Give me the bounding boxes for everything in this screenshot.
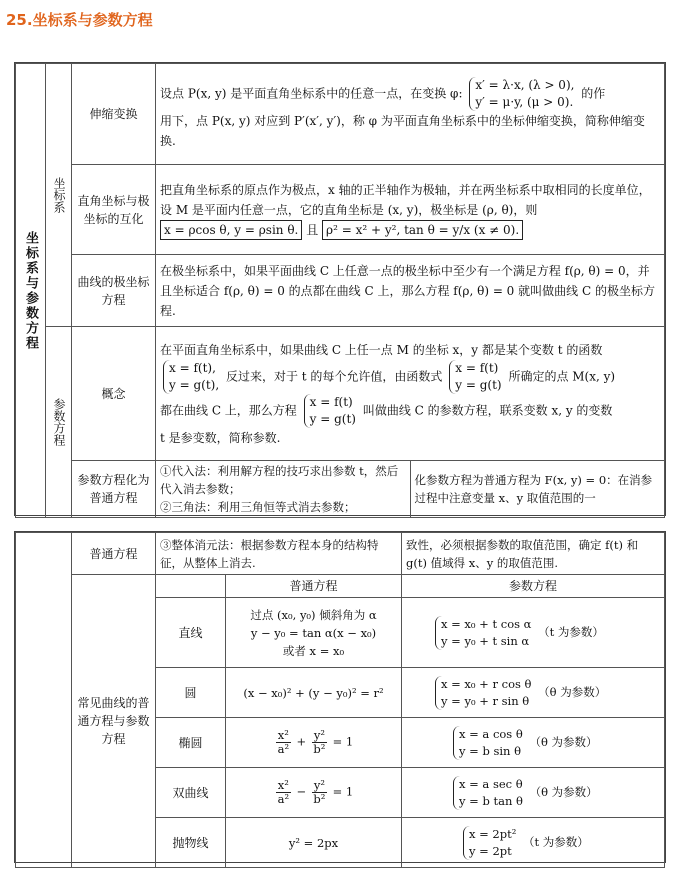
ellipse-op: + [296, 734, 307, 749]
ellipse-frac-x [276, 729, 291, 756]
ellipse-rhs: = 1 [332, 734, 354, 749]
concept-sys2-y: y = g(t) [455, 377, 502, 392]
parabola-param [402, 818, 665, 868]
hyperbola-name: 双曲线 [156, 768, 226, 818]
concept-name: 概念 [72, 327, 156, 461]
col-normal-header: 普通方程 [226, 575, 402, 598]
ellipse-param-y: y = b sin θ [459, 743, 522, 758]
parabola-param-y: y = 2pt [469, 843, 512, 858]
common-header-blank [156, 575, 226, 598]
line-name: 直线 [156, 598, 226, 668]
conversion-content-top [156, 461, 665, 518]
polar-rect-name: 直角坐标与极坐标的互化 [72, 165, 156, 255]
ellipse-frac-y [312, 729, 327, 756]
parabola-param-note: （t 为参数） [523, 834, 589, 849]
line-param-y: y = y₀ + t sin α [441, 633, 530, 648]
hyperbola-frac-x [276, 779, 291, 806]
line-normal-1: 过点 (x₀, y₀) 倾斜角为 α [250, 607, 377, 622]
conversion-note-bottom: 致性，必须根据参数的取值范围，确定 f(t) 和 g(t) 值域得 x、y 的取值范围. [402, 533, 665, 575]
page-title: 25.坐标系与参数方程 [6, 11, 153, 29]
concept-content [156, 327, 665, 461]
polar-rect-formula-2: ρ² = x² + y², tan θ = y/x (x ≠ 0). [322, 220, 523, 240]
circle-param-x: x = x₀ + r cos θ [441, 676, 532, 691]
concept-text-1: 在平面直角坐标系中，如果曲线 C 上任一点 M 的坐标 x，y 都是某个变数 t 的函数 [160, 342, 603, 357]
ellipse-param [402, 718, 665, 768]
concept-system-1 [163, 360, 219, 394]
hyperbola-x-den: a² [277, 792, 290, 806]
polar-rect-text: 把直角坐标系的原点作为极点，x 轴的正半轴作为极轴，并在两坐标系中取相同的长度单位，设 M 是平面内任意一点，它的直角坐标是 (x, y)，极坐标是 (ρ, θ)，则 [160, 182, 651, 217]
parabola-normal: y² = 2px [226, 818, 402, 868]
ellipse-normal [226, 718, 402, 768]
concept-text-6: t 是参变数，简称参数. [160, 430, 281, 445]
polar-equation-name: 曲线的极坐标方程 [72, 255, 156, 327]
hyperbola-param-y: y = b tan θ [459, 793, 523, 808]
circle-param-y: y = y₀ + r sin θ [441, 693, 530, 708]
concept-text-2: 反过来，对于 t 的每个允许值，由函数式 [225, 369, 443, 383]
hyperbola-x-num: x² [277, 778, 289, 792]
conversion-method-2: ②三角法：利用三角恒等式消去参数； [160, 500, 356, 514]
concept-sys2-x: x = f(t) [455, 360, 499, 375]
polar-equation-content: 在极坐标系中，如果平面曲线 C 上任意一点的极坐标中至少有一个满足方程 f(ρ, θ) = 0，并且坐标适合 f(ρ, θ) = 0 的点都在曲线 C 上，那么方程 f(ρ, θ) = 0 就叫做曲线 C 的极坐标方程. [156, 255, 665, 327]
hyperbola-param-system [453, 776, 523, 810]
polar-rect-conj: 且 [306, 222, 319, 237]
line-param-system [435, 616, 531, 650]
parabola-param-system [463, 826, 516, 860]
ellipse-name: 椭圆 [156, 718, 226, 768]
line-normal [226, 598, 402, 668]
hyperbola-param [402, 768, 665, 818]
stretch-text-2: 用下，点 P(x, y) 对应到 P′(x′, y′)，称 φ 为平面直角坐标系中的坐标伸缩变换，简称伸缩变换. [160, 114, 645, 148]
hyperbola-param-note: （θ 为参数） [529, 784, 598, 799]
line-param-x: x = x₀ + t cos α [441, 616, 532, 631]
line-param-note: （t 为参数） [538, 624, 604, 639]
concept-sys1-x: x = f(t), [169, 360, 216, 375]
coordinate-system-label [46, 64, 72, 327]
concept-sys1-y: y = g(t), [169, 377, 220, 392]
ellipse-param-system [453, 726, 523, 760]
stretch-eq-y: y′ = μ·y, (μ > 0). [475, 95, 574, 109]
ellipse-x-num: x² [277, 728, 289, 742]
parameter-equation-label [46, 327, 72, 518]
stretch-text-1: 设点 P(x, y) 是平面直角坐标系中的任意一点，在变换 φ: [160, 86, 463, 101]
ellipse-param-x: x = a cos θ [459, 726, 523, 741]
circle-name: 圆 [156, 668, 226, 718]
hyperbola-frac-y [312, 779, 327, 806]
ellipse-y-den: b² [313, 742, 326, 756]
normal-equation-name: 普通方程 [72, 533, 156, 575]
ellipse-param-note: （θ 为参数） [529, 734, 598, 749]
col-param-header: 参数方程 [402, 575, 665, 598]
line-normal-2: y − y₀ = tan α(x − x₀) [250, 625, 377, 640]
bottom-left-blank [16, 533, 72, 868]
parameter-equation-text: 参数方程 [52, 398, 66, 446]
stretch-text-end: 的作 [581, 86, 606, 101]
concept-system-3 [304, 394, 356, 428]
parabola-param-x: x = 2pt² [469, 826, 517, 841]
conversion-name: 参数方程化为普通方程 [72, 461, 156, 518]
hyperbola-op: − [296, 784, 307, 799]
conversion-note-top: 化参数方程为普通方程为 F(x, y) = 0：在消参过程中注意变量 x、y 取值范围的一 [414, 473, 653, 505]
stretch-system [469, 77, 574, 111]
stretch-transform-name: 伸缩变换 [72, 64, 156, 165]
parabola-name: 抛物线 [156, 818, 226, 868]
hyperbola-rhs: = 1 [332, 784, 354, 799]
circle-normal: (x − x₀)² + (y − y₀)² = r² [226, 668, 402, 718]
conversion-method-3: ③整体消元法：根据参数方程本身的结构特征，从整体上消去. [156, 533, 402, 575]
circle-param-note: （θ 为参数） [538, 684, 607, 699]
concept-sys3-x: x = f(t) [309, 394, 353, 409]
concept-system-2 [449, 360, 501, 394]
line-normal-3: 或者 x = x₀ [282, 643, 345, 658]
coordinate-parameter-table-top [14, 62, 666, 516]
polar-rect-content [156, 165, 665, 255]
coordinate-parameter-table-bottom [14, 531, 666, 863]
hyperbola-param-x: x = a sec θ [459, 776, 523, 791]
conversion-method-1: ①代入法：利用解方程的技巧求出参数 t，然后代入消去参数； [160, 464, 399, 496]
concept-text-4: 都在曲线 C 上，那么方程 [160, 403, 297, 417]
line-param [402, 598, 665, 668]
ellipse-x-den: a² [277, 742, 290, 756]
circle-param [402, 668, 665, 718]
hyperbola-normal [226, 768, 402, 818]
concept-text-5: 叫做曲线 C 的参数方程，联系变数 x, y 的变数 [362, 403, 613, 417]
polar-rect-formula-1: x = ρcos θ, y = ρsin θ. [160, 220, 302, 240]
common-curves-name: 常见曲线的普通方程与参数方程 [72, 575, 156, 868]
circle-param-system [435, 676, 531, 710]
coordinate-system-text: 坐标系 [52, 177, 66, 213]
concept-sys3-y: y = g(t) [309, 411, 356, 426]
concept-text-3: 所确定的点 M(x, y) [508, 369, 616, 383]
hyperbola-y-num: y² [313, 778, 325, 792]
main-topic-text: 坐标系与参数方程 [23, 230, 38, 351]
main-topic-label [16, 64, 46, 518]
stretch-eq-x: x′ = λ·x, (λ > 0), [475, 78, 575, 92]
conversion-methods-top [156, 461, 410, 517]
stretch-transform-content [156, 64, 665, 165]
hyperbola-y-den: b² [313, 792, 326, 806]
ellipse-y-num: y² [313, 728, 325, 742]
